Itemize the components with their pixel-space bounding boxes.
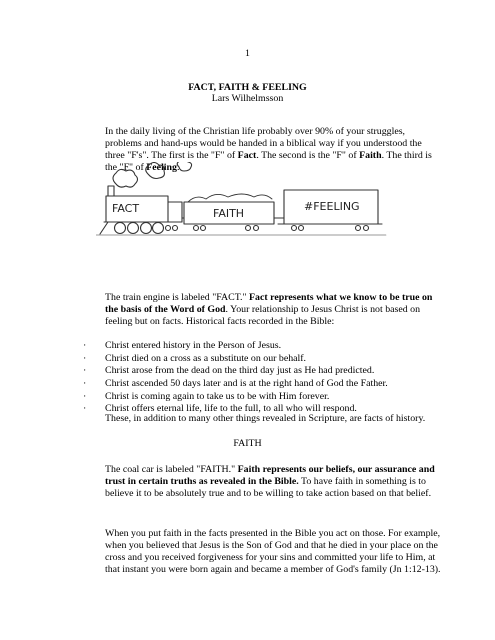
engine-label: FACT xyxy=(112,202,140,215)
example-text: When you put faith in the facts presented in the Bible you act on those. For example, when you believed that Jesus is the Son of God and that he died in your place on the cross and you received forgiveness for your sins and committed your life to Him, at that instant you were born again and became a member of God's family (Jn 1:12-13). xyxy=(105,528,441,575)
fact-text-2: . Your relationship to Jesus Christ is not based on feeling but on facts. Historical facts recorded in the Bible: xyxy=(105,304,421,327)
train-illustration xyxy=(96,162,426,262)
history-text: These, in addition to many other things revealed in Scripture, are facts of history. xyxy=(105,413,426,424)
fact-text-1: The train engine is labeled "FACT." xyxy=(105,292,249,303)
list-item-text: Christ arose from the dead on the third day just as He had predicted. xyxy=(105,365,375,377)
intro-text-4: . xyxy=(176,162,180,173)
bullet: · xyxy=(83,352,87,364)
bullet: · xyxy=(83,340,87,351)
list-item-text: Christ entered history in the Person of Jesus. xyxy=(105,340,282,351)
list-item xyxy=(83,365,443,378)
bullet: · xyxy=(83,403,87,415)
list-item xyxy=(83,391,443,404)
intro-text-1: In the daily living of the Christian life probably over 90% of your struggles, problems and hand-ups would be handed in a biblical way if you understood the three "F's". The first is the "F" of xyxy=(105,126,422,161)
intro-bold-feeling: Feeling xyxy=(146,162,177,173)
faith-bold-definition: Faith represents our beliefs, our assurance and trust in certain truths as revealed in the Bible. xyxy=(105,464,435,487)
smoke-puff-icon xyxy=(113,169,138,187)
bullet: · xyxy=(83,365,87,377)
faith-text-2: To have faith in something is to believe it to be absolutely true and to be willing to take action based on that belief. xyxy=(105,476,432,499)
list-item-text: Christ died on a cross as a substitute on our behalf. xyxy=(105,352,307,364)
coal-car-label: FAITH xyxy=(213,207,245,220)
history-paragraph xyxy=(60,413,442,425)
author-name: Lars Wilhelmsson xyxy=(211,93,284,104)
page-number: 1 xyxy=(245,48,250,59)
list-item xyxy=(83,340,443,353)
faith-text-1: The coal car is labeled "FAITH." xyxy=(105,464,238,475)
fact-bold-definition: Fact represents what we know to be true on the basis of the Word of God xyxy=(105,292,433,315)
list-item xyxy=(83,378,443,391)
intro-bold-fact: Fact xyxy=(237,150,257,161)
bullet: · xyxy=(83,390,87,402)
facts-list xyxy=(83,340,443,416)
intro-bold-faith: Faith xyxy=(359,150,382,161)
caboose-label: #FEELING xyxy=(304,200,360,213)
list-item-text: Christ is coming again to take us to be with Him forever. xyxy=(105,390,330,402)
intro-text-3: . The third is the "F" of xyxy=(105,150,432,173)
example-paragraph xyxy=(60,528,442,576)
list-item-text: Christ ascended 50 days later and is at the right hand of God the Father. xyxy=(105,378,388,390)
faith-paragraph xyxy=(60,464,442,500)
smoke-puff-icon xyxy=(146,163,165,179)
list-item-text: Christ offers eternal life, life to the full, to all who will respond. xyxy=(105,403,357,415)
document-title: FACT, FAITH & FEELING xyxy=(188,82,307,93)
faith-heading: FAITH xyxy=(233,438,262,449)
list-item xyxy=(83,353,443,366)
bullet: · xyxy=(83,378,87,390)
smoke-puff-icon xyxy=(177,162,191,171)
intro-text-2: . The second is the "F" of xyxy=(256,150,360,161)
fact-paragraph xyxy=(60,292,442,328)
